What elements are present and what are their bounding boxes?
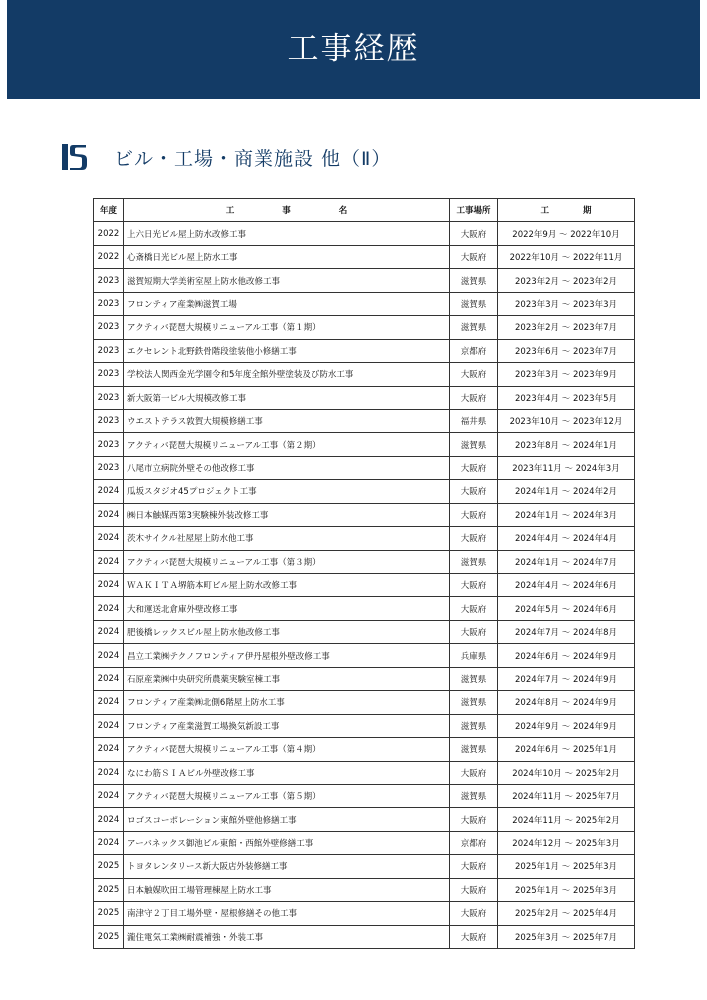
cell-period: 2025年2月 ～ 2025年4月: [498, 902, 635, 925]
cell-project-name: アクティバ琵琶大規模リニューアル工事（第２期）: [124, 433, 450, 456]
cell-year: 2024: [94, 620, 124, 643]
cell-year: 2023: [94, 409, 124, 432]
cell-project-name: ㈱日本触媒西第3実験棟外装改修工事: [124, 503, 450, 526]
table-row: [94, 667, 635, 690]
cell-year: 2023: [94, 269, 124, 292]
table-header-row: [94, 199, 635, 222]
cell-period: 2024年4月 ～ 2024年6月: [498, 574, 635, 597]
cell-location: 大阪府: [450, 245, 498, 268]
cell-location: 滋賀県: [450, 667, 498, 690]
cell-location: 滋賀県: [450, 714, 498, 737]
table-row: [94, 269, 635, 292]
cell-year: 2025: [94, 878, 124, 901]
cell-year: 2024: [94, 784, 124, 807]
cell-year: 2024: [94, 527, 124, 550]
cell-project-name: ウエストテラス敦賀大規模修繕工事: [124, 409, 450, 432]
cell-year: 2024: [94, 574, 124, 597]
cell-period: 2024年11月 ～ 2025年2月: [498, 808, 635, 831]
table-row: [94, 738, 635, 761]
cell-year: 2024: [94, 831, 124, 854]
table-row: [94, 902, 635, 925]
table-row: [94, 292, 635, 315]
table-row: [94, 831, 635, 854]
cell-period: 2023年2月 ～ 2023年2月: [498, 269, 635, 292]
cell-location: 大阪府: [450, 222, 498, 245]
cell-project-name: トヨタレンタリース新大阪店外装修繕工事: [124, 855, 450, 878]
cell-project-name: アクティバ琵琶大規模リニューアル工事（第３期）: [124, 550, 450, 573]
table-row: [94, 878, 635, 901]
table-row: [94, 456, 635, 479]
cell-project-name: アクティバ琵琶大規模リニューアル工事（第１期）: [124, 316, 450, 339]
cell-period: 2024年7月 ～ 2024年9月: [498, 667, 635, 690]
cell-project-name: 上六日光ビル屋上防水改修工事: [124, 222, 450, 245]
cell-location: 兵庫県: [450, 644, 498, 667]
cell-period: 2024年9月 ～ 2024年9月: [498, 714, 635, 737]
cell-project-name: 心斎橋日光ビル屋上防水工事: [124, 245, 450, 268]
cell-location: 大阪府: [450, 620, 498, 643]
cell-year: 2023: [94, 386, 124, 409]
cell-year: 2024: [94, 761, 124, 784]
cell-location: 大阪府: [450, 855, 498, 878]
table-row: [94, 597, 635, 620]
cell-year: 2022: [94, 245, 124, 268]
cell-project-name: 肥後橋レックスビル屋上防水他改修工事: [124, 620, 450, 643]
cell-year: 2023: [94, 456, 124, 479]
cell-year: 2023: [94, 316, 124, 339]
cell-period: 2025年1月 ～ 2025年3月: [498, 855, 635, 878]
cell-year: 2022: [94, 222, 124, 245]
cell-location: 大阪府: [450, 527, 498, 550]
cell-period: 2024年4月 ～ 2024年4月: [498, 527, 635, 550]
table-row: [94, 339, 635, 362]
cell-year: 2024: [94, 714, 124, 737]
cell-project-name: 石原産業㈱中央研究所農薬実験室棟工事: [124, 667, 450, 690]
table-row: [94, 761, 635, 784]
cell-location: 大阪府: [450, 363, 498, 386]
cell-project-name: 瀧住電気工業㈱耐震補強・外装工事: [124, 925, 450, 948]
cell-period: 2024年1月 ～ 2024年3月: [498, 503, 635, 526]
cell-period: 2024年6月 ～ 2024年9月: [498, 644, 635, 667]
table-row: [94, 316, 635, 339]
section-heading: [62, 140, 391, 174]
cell-period: 2023年10月 ～ 2023年12月: [498, 409, 635, 432]
table-row: [94, 503, 635, 526]
cell-project-name: 滋賀短期大学美術室屋上防水他改修工事: [124, 269, 450, 292]
cell-year: 2024: [94, 480, 124, 503]
cell-period: 2024年1月 ～ 2024年7月: [498, 550, 635, 573]
cell-project-name: 南津守２丁目工場外壁・屋根修繕その他工事: [124, 902, 450, 925]
cell-year: 2024: [94, 550, 124, 573]
cell-period: 2024年11月 ～ 2025年7月: [498, 784, 635, 807]
cell-year: 2023: [94, 433, 124, 456]
table-row: [94, 925, 635, 948]
cell-period: 2023年4月 ～ 2023年5月: [498, 386, 635, 409]
cell-period: 2025年1月 ～ 2025年3月: [498, 878, 635, 901]
cell-project-name: 日本触媒吹田工場管理棟屋上防水工事: [124, 878, 450, 901]
table-row: [94, 527, 635, 550]
cell-period: 2023年6月 ～ 2023年7月: [498, 339, 635, 362]
cell-period: 2024年5月 ～ 2024年6月: [498, 597, 635, 620]
table-row: [94, 245, 635, 268]
cell-location: 大阪府: [450, 597, 498, 620]
table-row: [94, 784, 635, 807]
page-header: [7, 0, 700, 99]
table-row: [94, 550, 635, 573]
cell-project-name: 大和運送北倉庫外壁改修工事: [124, 597, 450, 620]
cell-location: 滋賀県: [450, 784, 498, 807]
cell-period: 2023年3月 ～ 2023年9月: [498, 363, 635, 386]
cell-project-name: 八尾市立病院外壁その他改修工事: [124, 456, 450, 479]
cell-period: 2023年2月 ～ 2023年7月: [498, 316, 635, 339]
cell-location: 滋賀県: [450, 738, 498, 761]
cell-location: 大阪府: [450, 456, 498, 479]
table-row: [94, 363, 635, 386]
page-title: 工事経歴: [287, 31, 420, 67]
table-row: [94, 855, 635, 878]
cell-period: 2023年8月 ～ 2024年1月: [498, 433, 635, 456]
cell-project-name: ＷＡＫＩＴＡ堺筋本町ビル屋上防水改修工事: [124, 574, 450, 597]
cell-period: 2024年6月 ～ 2025年1月: [498, 738, 635, 761]
section-title: ビル・工場・商業施設 他（Ⅱ）: [114, 147, 392, 170]
cell-period: 2022年9月 ～ 2022年10月: [498, 222, 635, 245]
cell-period: 2024年1月 ～ 2024年2月: [498, 480, 635, 503]
cell-year: 2024: [94, 667, 124, 690]
cell-year: 2025: [94, 925, 124, 948]
cell-location: 大阪府: [450, 902, 498, 925]
cell-location: 滋賀県: [450, 433, 498, 456]
cell-project-name: 瓜坂スタジオ45プロジェクト工事: [124, 480, 450, 503]
cell-location: 滋賀県: [450, 691, 498, 714]
cell-period: 2023年3月 ～ 2023年3月: [498, 292, 635, 315]
cell-project-name: なにわ筋ＳＩＡビル外壁改修工事: [124, 761, 450, 784]
cell-year: 2024: [94, 644, 124, 667]
cell-location: 大阪府: [450, 503, 498, 526]
cell-period: 2023年11月 ～ 2024年3月: [498, 456, 635, 479]
table-row: [94, 620, 635, 643]
cell-period: 2025年3月 ～ 2025年7月: [498, 925, 635, 948]
cell-year: 2024: [94, 503, 124, 526]
cell-location: 大阪府: [450, 480, 498, 503]
cell-location: 滋賀県: [450, 292, 498, 315]
cell-project-name: アクティバ琵琶大規模リニューアル工事（第４期）: [124, 738, 450, 761]
cell-location: 京都府: [450, 339, 498, 362]
column-header-name: 工事名: [124, 199, 450, 222]
cell-year: 2024: [94, 597, 124, 620]
cell-location: 滋賀県: [450, 316, 498, 339]
cell-location: 大阪府: [450, 878, 498, 901]
cell-location: 大阪府: [450, 574, 498, 597]
table-row: [94, 808, 635, 831]
table-row: [94, 691, 635, 714]
cell-location: 大阪府: [450, 761, 498, 784]
cell-year: 2025: [94, 855, 124, 878]
cell-year: 2025: [94, 902, 124, 925]
cell-period: 2024年12月 ～ 2025年3月: [498, 831, 635, 854]
cell-project-name: 学校法人関西金光学園令和5年度全館外壁塗装及び防水工事: [124, 363, 450, 386]
cell-period: 2024年10月 ～ 2025年2月: [498, 761, 635, 784]
cell-year: 2023: [94, 292, 124, 315]
cell-year: 2023: [94, 363, 124, 386]
column-header-period: 工期: [498, 199, 635, 222]
cell-year: 2024: [94, 691, 124, 714]
cell-location: 大阪府: [450, 808, 498, 831]
cell-period: 2024年7月 ～ 2024年8月: [498, 620, 635, 643]
table-row: [94, 480, 635, 503]
cell-year: 2024: [94, 808, 124, 831]
cell-project-name: フロンティア産業㈱滋賀工場: [124, 292, 450, 315]
cell-period: 2024年8月 ～ 2024年9月: [498, 691, 635, 714]
company-logo-mark: [62, 142, 88, 172]
table-row: [94, 386, 635, 409]
cell-project-name: ロゴスコーポレーション東館外壁他修繕工事: [124, 808, 450, 831]
cell-project-name: フロンティア産業滋賀工場換気新設工事: [124, 714, 450, 737]
cell-project-name: アーバネックス御池ビル東館・西館外壁修繕工事: [124, 831, 450, 854]
column-header-year: 年度: [94, 199, 124, 222]
table-row: [94, 433, 635, 456]
cell-project-name: 茨木サイクル社屋屋上防水他工事: [124, 527, 450, 550]
table-row: [94, 714, 635, 737]
column-header-place: 工事場所: [450, 199, 498, 222]
cell-project-name: 新大阪第一ビル大規模改修工事: [124, 386, 450, 409]
cell-project-name: アクティバ琵琶大規模リニューアル工事（第５期）: [124, 784, 450, 807]
cell-location: 福井県: [450, 409, 498, 432]
table-body: [94, 222, 635, 949]
table-row: [94, 409, 635, 432]
cell-location: 大阪府: [450, 925, 498, 948]
table-row: [94, 574, 635, 597]
cell-location: 大阪府: [450, 386, 498, 409]
cell-year: 2024: [94, 738, 124, 761]
cell-project-name: 昌立工業㈱テクノフロンティア伊丹屋根外壁改修工事: [124, 644, 450, 667]
cell-project-name: エクセレント北野鉄骨階段塗装他小修繕工事: [124, 339, 450, 362]
table-row: [94, 222, 635, 245]
construction-history-table: [93, 198, 635, 949]
cell-location: 京都府: [450, 831, 498, 854]
cell-project-name: フロンティア産業㈱北側6階屋上防水工事: [124, 691, 450, 714]
cell-period: 2022年10月 ～ 2022年11月: [498, 245, 635, 268]
cell-location: 滋賀県: [450, 550, 498, 573]
cell-year: 2023: [94, 339, 124, 362]
cell-location: 滋賀県: [450, 269, 498, 292]
table-row: [94, 644, 635, 667]
